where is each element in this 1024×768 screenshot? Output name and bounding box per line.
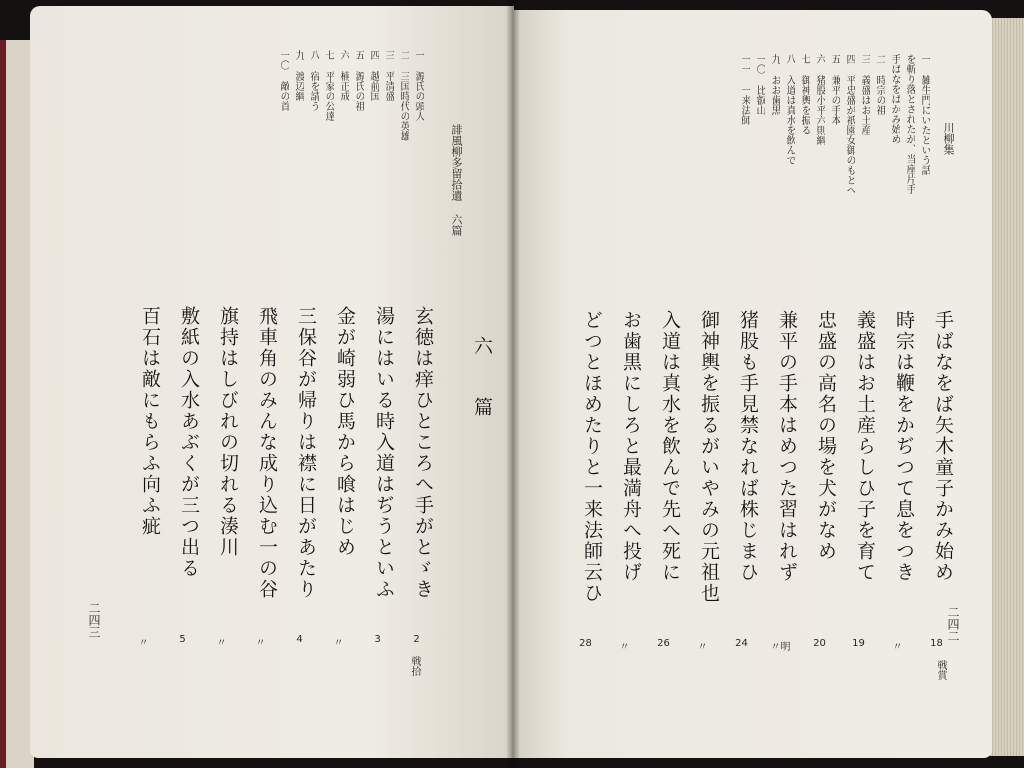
note-line: 三 義盛はお土産 [859, 54, 870, 135]
note-line: 五 源氏の祖 [353, 50, 364, 111]
note-line: 三 平清盛 [383, 50, 394, 101]
right-source-label: 戦賞 [935, 660, 946, 680]
note-line: 五 兼平の手本 [829, 54, 840, 125]
verse-ref: 26 [657, 638, 670, 649]
verse-ref: 5 [179, 634, 186, 645]
right-notes [550, 54, 930, 284]
note-line: 六 楠正成 [338, 50, 349, 101]
note-line: 一 源氏の頭人 [413, 50, 424, 121]
right-page [512, 10, 992, 758]
verse: 三保谷が帰りは襟に日があたり [295, 306, 317, 600]
verse-ref: 4 [296, 634, 303, 645]
verse: 百石は敵にもらふ向ふ疵 [139, 306, 161, 537]
left-page [30, 6, 514, 758]
verse-ref: 〃 [697, 642, 708, 653]
verse: 敷紙の入水あぶくが三つ出る [178, 306, 200, 579]
note-line: 四 平忠盛が祇園女御のもとへ [844, 54, 855, 195]
note-line: 二 三国時代の英雄 [398, 50, 409, 141]
verse: 旗持はしびれの切れる湊川 [217, 306, 239, 558]
note-line: 四 越前国 [368, 50, 379, 101]
note-line: 七 御神輿を振る [799, 54, 810, 135]
note-line: 七 平家の公達 [323, 50, 334, 121]
note-line: 一〇 敵の首 [278, 50, 289, 111]
left-notes [104, 50, 424, 280]
note-line: 二 時宗の祖 [874, 54, 885, 115]
verse: 忠盛の高名の場を犬がなめ [815, 310, 837, 562]
left-running-title: 誹風柳多留拾遺 六篇 [450, 124, 463, 236]
left-page-number: 二四三 [87, 602, 101, 638]
note-line: 一〇 比叡山 [754, 54, 765, 115]
verse: どつとほめたりと一来法師云ひ [581, 310, 603, 604]
right-running-title: 川柳集 [942, 122, 955, 155]
left-verses [139, 306, 434, 636]
note-line: を斬り落とされたが、当座片手 [904, 54, 915, 194]
verse-ref: 2 [413, 634, 420, 645]
note-line: 六 猪股小平六則綱 [814, 54, 825, 145]
verse: 入道は真水を飲んで先へ死に [659, 310, 681, 583]
page-stack-edge [990, 18, 1024, 756]
note-line: 一一 一来法師 [739, 54, 750, 125]
left-refs [124, 634, 436, 649]
verse-ref: 28 [579, 638, 592, 649]
note-line: 八 宿を請う [308, 50, 319, 111]
verse: 湯にはいる時入道はぢうといふ [373, 306, 395, 600]
verse-ref: 〃 [892, 642, 903, 653]
right-page-number: 二四二 [946, 606, 960, 642]
right-refs [566, 638, 956, 653]
verse-ref: 18 [930, 638, 943, 649]
verse: 手ばなをば矢木童子かみ始め [932, 310, 954, 583]
verse-ref: 19 [852, 638, 865, 649]
right-verses [581, 310, 954, 640]
book-cover-edge [0, 40, 34, 768]
verse-ref: 24 [735, 638, 748, 649]
verse-ref: 20 [813, 638, 826, 649]
verse: 義盛はお土産らしひ子を育て [854, 310, 876, 583]
note-line: 九 おお歯黒 [769, 54, 780, 115]
verse-ref: 〃明 [770, 642, 791, 653]
verse: 猪股も手見禁なれば株じまひ [737, 310, 759, 583]
note-line: 一 雑生門にいたという話 [919, 54, 930, 175]
verse: お歯黒にしろと最満舟へ投げ [620, 310, 642, 583]
verse-ref: 〃 [333, 638, 344, 649]
verse-ref: 〃 [255, 638, 266, 649]
left-source-label: 戦拾 [409, 656, 420, 676]
verse: 御神輿を振るがいやみの元祖也 [698, 310, 720, 604]
verse-ref: 〃 [619, 642, 630, 653]
verse-ref: 3 [374, 634, 381, 645]
verse: 玄徳は痒ひところへ手がとゞき [412, 306, 434, 600]
note-line: 八 入道は真水を飲んで [784, 54, 795, 165]
verse-ref: 〃 [138, 638, 149, 649]
verse-ref: 〃 [216, 638, 227, 649]
verse: 時宗は鞭をかぢつて息をつき [893, 310, 915, 583]
section-title: 六 篇 [471, 336, 493, 426]
verse: 金が崎弱ひ馬から喰はじめ [334, 306, 356, 558]
verse: 飛車角のみんな成り込む一の谷 [256, 306, 278, 600]
verse: 兼平の手本はめつた習はれず [776, 310, 798, 583]
note-line: 手ばなをばかみ始め [889, 54, 900, 144]
note-line: 九 渡辺綱 [293, 50, 304, 101]
